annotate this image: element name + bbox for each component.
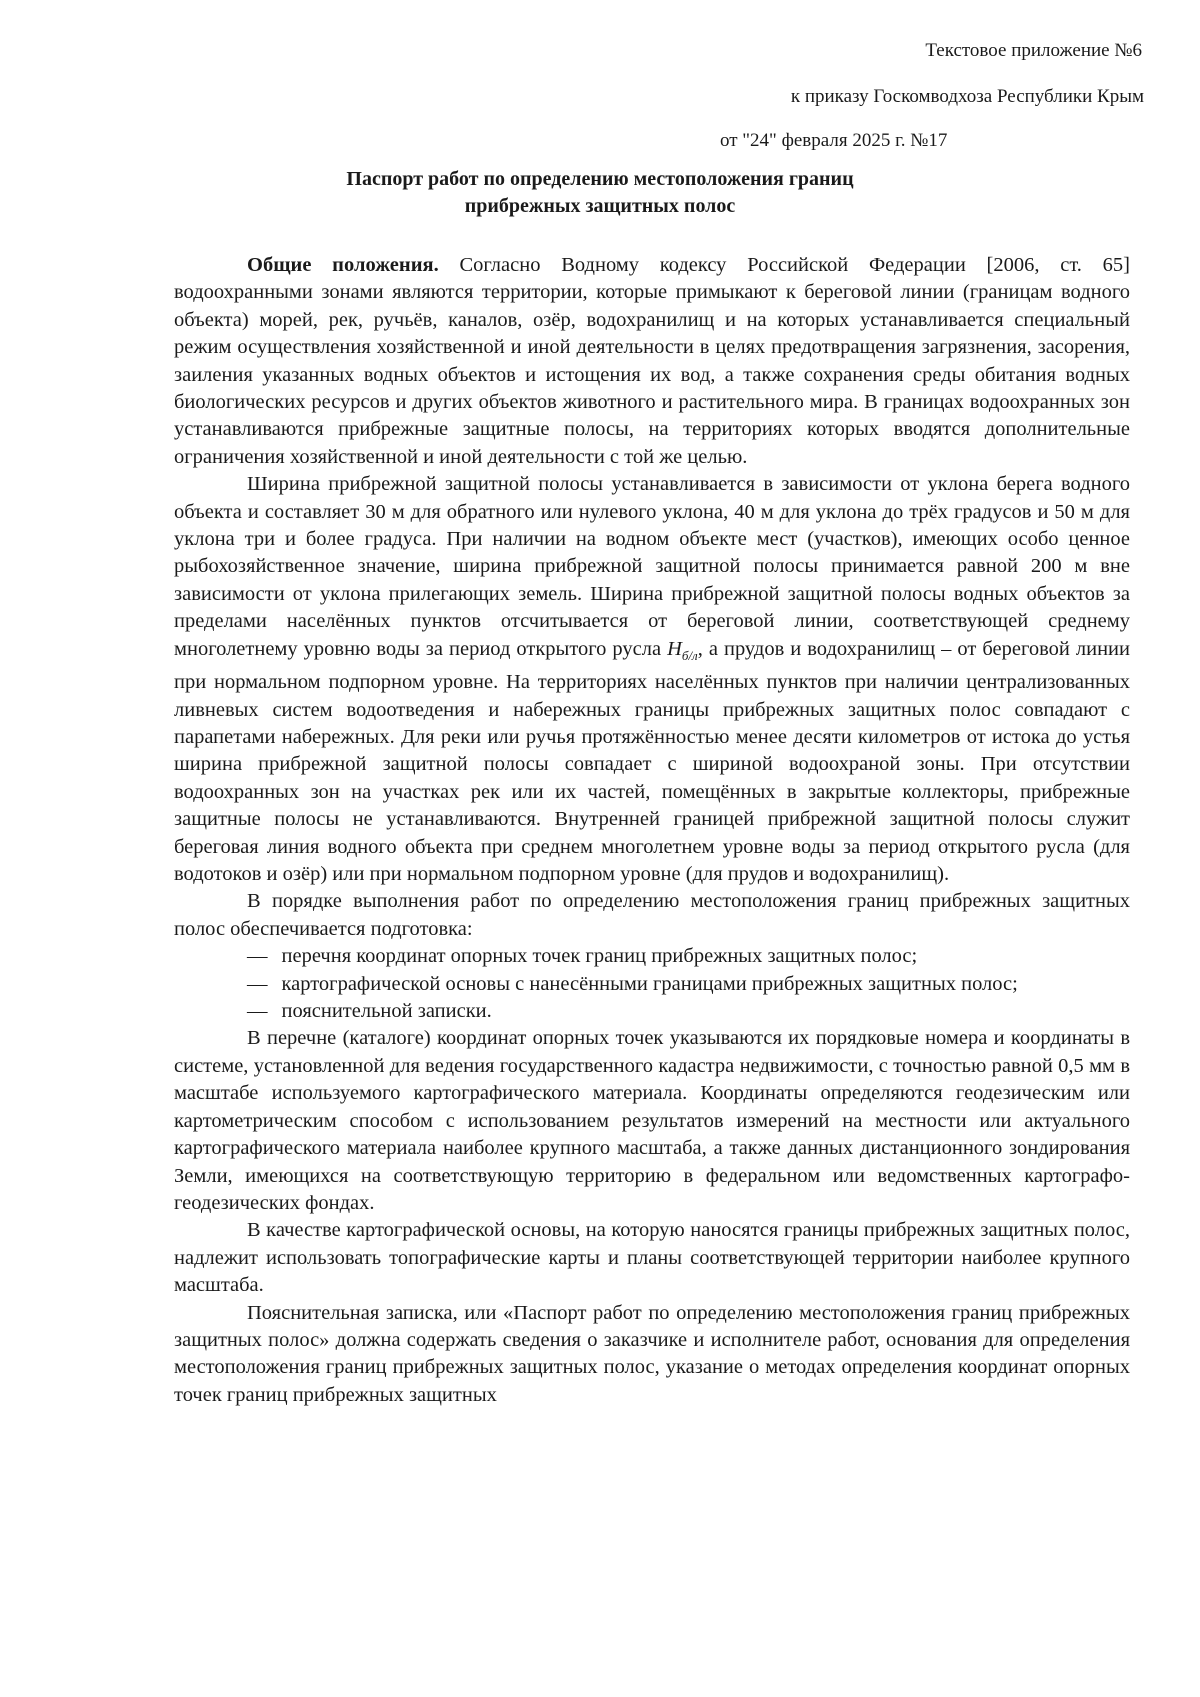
list-item-text: картографической основы с нанесёнными границами прибрежных защитных полос; (281, 972, 1018, 995)
list-item-text: пояснительной записки. (281, 1000, 492, 1023)
paragraph-strip-width (174, 471, 1130, 888)
dash-marker: — (247, 1000, 268, 1023)
dash-marker: — (247, 945, 268, 968)
title-line-1: Паспорт работ по определению местоположения границ (346, 168, 854, 190)
paragraph-text: Ширина прибрежной защитной полосы устанавливается в зависимости от уклона берега водного объекта и составляет 30 м для обратного или нулевого уклона, 40 м для уклона до трёх градусов и 50 м для уклона три и более градуса. При наличии на водном объекте мест (участков), имеющих особо ценное рыбохозяйственное значение, ширина прибрежной защитной полосы принимается равной 200 м вне зависимости от уклона прилегающих земель. Ширина прибрежной защитной полосы водных объектов за пределами населённых пунктов отсчитывается от береговой линии, соответствующей среднему многолетнему уровню воды за период открытого русла (174, 473, 1130, 660)
dash-marker: — (247, 972, 268, 995)
list-item (174, 998, 1130, 1025)
paragraph-text: Согласно Водному кодексу Российской Федерации [2006, ст. 65] водоохранными зонами являются территории, которые примыкают к береговой линии (границам водного объекта) морей, рек, ручьёв, каналов, озёр, водохранилищ и на которых устанавливается специальный режим осуществления хозяйственной и иной деятельности в целях предотвращения загрязнения, засорения, заиления указанных водных объектов и истощения их вод, а также сохранения среды обитания водных биологических ресурсов и других объектов животного и растительного мира. В границах водоохранных зон устанавливаются прибрежные защитные полосы, на территориях которых вводятся дополнительные ограничения хозяйственной и иной деятельности с той же целью. (174, 254, 1130, 468)
document-title (170, 166, 1030, 220)
water-level-symbol: $H_{б/л}$ (667, 637, 698, 663)
appendix-label: Текстовое приложение №6 (925, 40, 1142, 61)
list-item (174, 943, 1130, 970)
order-date: от "24" февраля 2025 г. №17 (720, 130, 948, 151)
document-body (174, 252, 1130, 1409)
paragraph-work-order: В порядке выполнения работ по определению местоположения границ прибрежных защитных полос обеспечивается подготовка: (174, 890, 1130, 940)
section-lead: Общие положения. (247, 254, 439, 276)
list-item-text: перечня координат опорных точек границ прибрежных защитных полос; (281, 945, 918, 968)
paragraph-coordinates-catalog: В перечне (каталоге) координат опорных точек указываются их порядковые номера и координаты в системе, установленной для ведения государственного кадастра недвижимости, с точностью равной 0,5 мм в масштабе используемого картографического материала. Координаты определяются геодезическим или картометрическим способом с использованием результатов измерений на местности или актуального картографического материала наиболее крупного масштаба, а также данных дистанционного зондирования Земли, имеющихся на соответствующую территорию в федеральном или ведомственных картографо-геодезических фондах. (174, 1027, 1130, 1214)
order-reference: к приказу Госкомводхоза Республики Крым (790, 86, 1144, 107)
paragraph-explanatory-note: Пояснительная записка, или «Паспорт работ по определению местоположения границ прибрежных защитных полос» должна содержать сведения о заказчике и исполнителе работ, основания для определения местоположения границ прибрежных защитных полос, указание о методах определения координат опорных точек границ прибрежных защитных (174, 1301, 1130, 1406)
paragraph-general-provisions (174, 252, 1130, 471)
paragraph-text: , а прудов и водохранилищ – от береговой линии при нормальном подпорном уровне. На территориях населённых пунктов при наличии централизованных ливневых систем водоотведения и набережных границы прибрежных защитных полос совпадают с парапетами набережных. Для реки или ручья протяжённостью менее десяти километров от истока до устья ширина прибрежной защитной полосы совпадает с шириной водоохраной зоны. При отсутствии водоохранных зон на участках рек или их частей, помещённых в закрытые коллекторы, прибрежные защитные полосы не устанавливаются. Внутренней границей прибрежной защитной полосы служит береговая линия водного объекта при среднем многолетнем уровне воды за период открытого русла (для водотоков и озёр) или при нормальном подпорном уровне (для прудов и водохранилищ). (174, 637, 1130, 886)
paragraph-cartographic-basis: В качестве картографической основы, на которую наносятся границы прибрежных защитных полос, надлежит использовать топографические карты и планы соответствующей территории наиболее крупного масштаба. (174, 1219, 1130, 1297)
list-item (174, 971, 1130, 998)
title-line-2: прибрежных защитных полос (464, 195, 736, 217)
